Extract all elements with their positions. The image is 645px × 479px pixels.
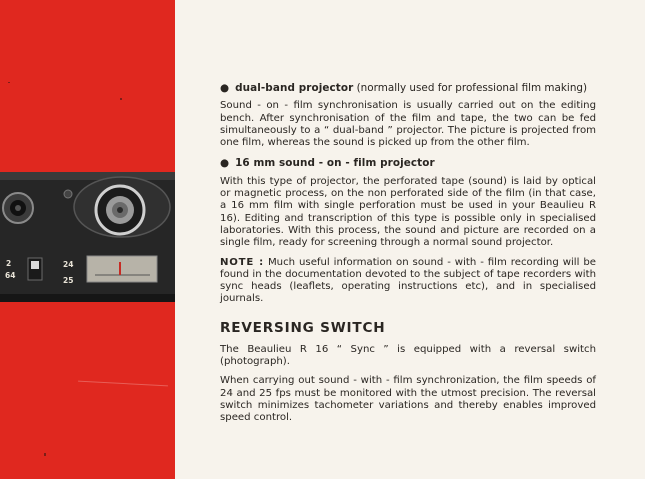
photo-label-left-top: 2 xyxy=(6,259,12,268)
note-text: Much useful information on sound - with - film recording will be found in the documentation devoted to the subject of tape recorders with sync heads (leaflets, operating instructions etc), and in specialised journals. xyxy=(220,256,597,305)
print-speck xyxy=(44,453,46,456)
sound-on-film-heading-title: 16 mm sound - on - film projector xyxy=(235,157,435,170)
camera-panel-illustration xyxy=(0,172,175,302)
reversing-switch-photo xyxy=(0,172,175,302)
tachometer-icon xyxy=(87,256,157,282)
photo-label-speed-bottom: 25 xyxy=(63,276,74,285)
note-label: NOTE : xyxy=(220,256,264,268)
reversing-switch-paragraph-2: When carrying out sound - with - film synchronization, the film speeds of 24 and 25 fps must be monitored with the utmost precision. The reversal switch minimizes tachometer variations and thereby enables improved speed control. xyxy=(220,375,596,424)
dual-band-heading-title: dual-band projector xyxy=(235,82,354,94)
bullet-dot-icon: ● xyxy=(220,82,230,94)
dual-band-heading xyxy=(220,82,596,94)
dual-band-heading-note: (normally used for professional film making) xyxy=(356,82,588,94)
text-page xyxy=(175,0,645,479)
reversing-switch-title: REVERSING SWITCH xyxy=(220,319,386,336)
photo-label-speed-top: 24 xyxy=(63,260,74,269)
note-paragraph xyxy=(220,257,596,306)
sound-on-film-paragraph: With this type of projector, the perforated tape (sound) is laid by optical or magnetic process, on the non perforated side of the film (in that case, a 16 mm film with single perforation must be used in your Beaulieu R 16). Editing and transcription of this type is possible only in specialised laboratories. With this process, the sound and picture are recorded on a single film, ready for screening through a normal sound projector. xyxy=(220,175,596,249)
sound-on-film-heading xyxy=(220,157,596,169)
page-content xyxy=(220,82,596,425)
bullet-dot-icon: ● xyxy=(220,157,230,170)
print-speck xyxy=(120,98,122,100)
photo-label-left-bottom: 64 xyxy=(5,271,16,280)
print-speck xyxy=(8,82,10,83)
reversing-switch-paragraph-1: The Beaulieu R 16 “ Sync ” is equipped with a reversal switch (photograph). xyxy=(220,343,596,368)
print-speck xyxy=(78,381,168,387)
dual-band-paragraph: Sound - on - film synchronisation is usually carried out on the editing bench. After synchronisation of the film and tape, the two can be fed simultaneously to a “ dual-band ” projector. The picture is projected from one film, whereas the sound is picked up from the other film. xyxy=(220,100,596,149)
